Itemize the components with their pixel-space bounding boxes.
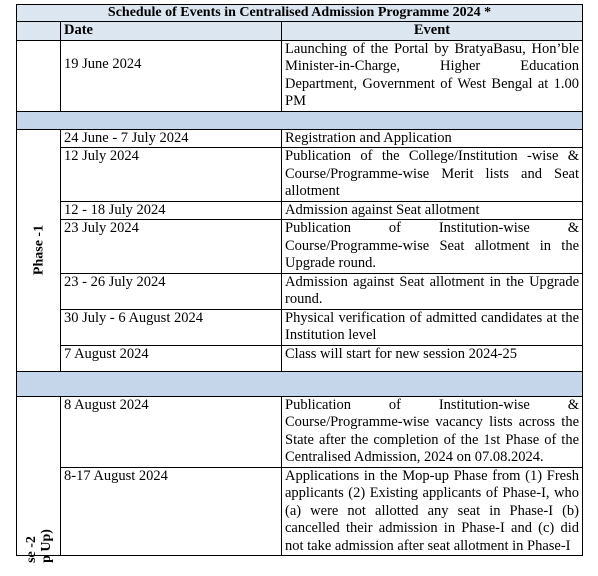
phase1-date-6: 30 July - 6 August 2024 [61, 309, 282, 345]
phase2-label [24, 529, 54, 563]
phase2-date-1: 8 August 2024 [61, 396, 282, 467]
phase1-date-7: 7 August 2024 [61, 345, 282, 371]
phase1-row-6 [17, 309, 583, 345]
phase2-date-2: 8-17 August 2024 [61, 467, 282, 556]
intro-date: 19 June 2024 [61, 40, 282, 111]
phase1-date-5: 23 - 26 July 2024 [61, 273, 282, 309]
schedule-table [16, 4, 583, 563]
phase1-row-2 [17, 148, 583, 202]
phase2-event-2: Applications in the Mop-up Phase from (1) Fresh applicants (2) Existing applicants of Phase-I, who (a) were not allotted any seat in Phase-I (b) cancelled their admission in Phase-I and (c) did not take admission after seat allotment in Phase-I [282, 467, 583, 556]
phase1-row-3 [17, 201, 583, 220]
phase1-event-3: Admission against Seat allotment [282, 201, 583, 220]
phase1-label: Phase -1 [30, 224, 46, 276]
phase1-date-2: 12 July 2024 [61, 148, 282, 202]
phase2-event-1: Publication of Institution-wise & Course/Programme-wise vacancy lists across the State after the completion of the 1st Phase of the Centralised Admission, 2024 on 07.08.2024. [282, 396, 583, 467]
phase1-label-cell [17, 129, 61, 371]
phase1-event-1: Registration and Application [282, 129, 583, 148]
intro-phase-blank [17, 40, 61, 111]
phase2-label-line2: p Up) [38, 529, 54, 563]
header-row [17, 22, 583, 41]
phase1-event-7: Class will start for new session 2024-25 [282, 345, 583, 371]
phase1-date-3: 12 - 18 July 2024 [61, 201, 282, 220]
phase1-date-1: 24 June - 7 July 2024 [61, 129, 282, 148]
spacer-row-2 [17, 371, 583, 396]
header-blank [17, 22, 61, 41]
phase2-label-line1: se -2 [23, 536, 39, 563]
phase1-row-1 [17, 129, 583, 148]
phase1-event-4: Publication of Institution-wise & Course/Programme-wise Seat allotment in the Upgrade round. [282, 220, 583, 274]
phase1-event-2: Publication of the College/Institution -wise & Course/Programme-wise Merit lists and Seat allotment [282, 148, 583, 202]
header-date: Date [61, 22, 282, 41]
spacer-row-1 [17, 111, 583, 129]
phase1-event-6: Physical verification of admitted candidates at the Institution level [282, 309, 583, 345]
phase2-row-1 [17, 396, 583, 467]
phase1-row-7 [17, 345, 583, 371]
phase1-date-4: 23 July 2024 [61, 220, 282, 274]
phase1-row-5 [17, 273, 583, 309]
intro-row [17, 40, 583, 111]
phase2-row-2 [17, 467, 583, 556]
phase2-label-cell [17, 396, 61, 563]
phase1-row-4 [17, 220, 583, 274]
table-title: Schedule of Events in Centralised Admission Programme 2024 * [17, 5, 583, 22]
phase1-event-5: Admission against Seat allotment in the Upgrade round. [282, 273, 583, 309]
intro-event: Launching of the Portal by BratyaBasu, Hon’ble Minister-in-Charge, Higher Education Department, Government of West Bengal at 1.00 PM [282, 40, 583, 111]
header-event: Event [282, 22, 583, 41]
title-row [17, 5, 583, 22]
